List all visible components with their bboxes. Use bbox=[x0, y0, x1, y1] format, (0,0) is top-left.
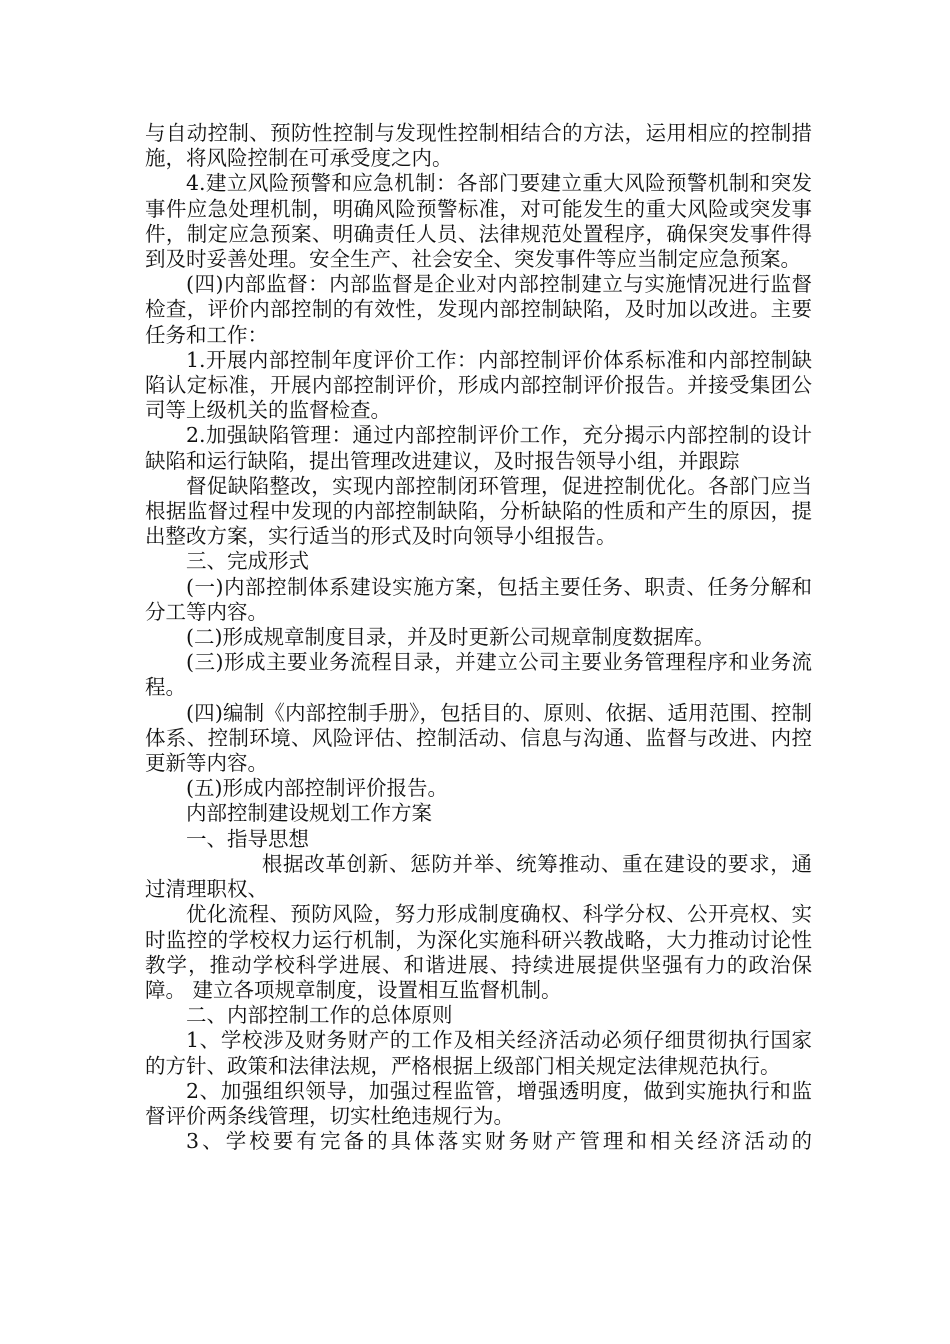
heading-guiding-thought: 一、指导思想 bbox=[186, 826, 309, 851]
section-title: 内部控制建设规划工作方案 bbox=[186, 801, 432, 826]
paragraph-internal-supervision: (四)内部监督：内部监督是企业对内部控制建立与实施情况进行监督检查，评价内部控制的有效性，发现内部控制缺陷，及时加以改进。主要任务和工作： bbox=[145, 272, 812, 347]
paragraph-annual-evaluation: 1.开展内部控制年度评价工作：内部控制评价体系标准和内部控制缺陷认定标准，开展内部控制评价，形成内部控制评价报告。并接受集团公司等上级机关的监督检查。 bbox=[145, 347, 812, 423]
list-item-1: (一)内部控制体系建设实施方案，包括主要任务、职责、任务分解和分工等内容。 bbox=[145, 574, 812, 624]
paragraph-defect-management: 2.加强缺陷管理：通过内部控制评价工作，充分揭示内部控制的设计缺陷和运行缺陷，提出管理改进建议，及时报告领导小组，并跟踪 bbox=[145, 423, 812, 473]
principle-1: 1、学校涉及财务财产的工作及相关经济活动必须仔细贯彻执行国家的方针、政策和法律法规，严格根据上级部门相关规定法律规范执行。 bbox=[145, 1028, 812, 1078]
paragraph-guiding-2: 优化流程、预防风险，努力形成制度确权、科学分权、公开亮权、实时监控的学校权力运行机制，为深化实施科研兴教战略，大力推动讨论性教学，推动学校科学进展、和谐进展、持续进展提供坚强有力的政治保障。 建立各项规章制度，设置相互监督机制。 bbox=[145, 902, 812, 1002]
paragraph-risk-warning: 4.建立风险预警和应急机制：各部门要建立重大风险预警机制和突发事件应急处理机制，明确风险预警标准，对可能发生的重大风险或突发事件，制定应急预案、明确责任人员、法律规范处置程序，确保突发事件得到及时妥善处理。安全生产、社会安全、突发事件等应当制定应急预案。 bbox=[145, 171, 812, 272]
paragraph-continuation: 与自动控制、预防性控制与发现性控制相结合的方法，运用相应的控制措施，将风险控制在可承受度之内。 bbox=[145, 121, 812, 171]
principle-2: 2、加强组织领导，加强过程监管，增强透明度，做到实施执行和监督评价两条线管理，切实杜绝违规行为。 bbox=[145, 1078, 812, 1128]
list-item-3: (三)形成主要业务流程目录，并建立公司主要业务管理程序和业务流程。 bbox=[145, 650, 812, 700]
list-item-2: (二)形成规章制度目录，并及时更新公司规章制度数据库。 bbox=[186, 625, 715, 650]
heading-completion-form: 三、完成形式 bbox=[186, 549, 309, 574]
paragraph-defect-rectification: 督促缺陷整改，实现内部控制闭环管理，促进控制优化。各部门应当根据监督过程中发现的内部控制缺陷，分析缺陷的性质和产生的原因，提出整改方案，实行适当的形式及时向领导小组报告。 bbox=[145, 473, 812, 549]
principle-3: 3、学校要有完备的具体落实财务财产管理和相关经济活动的 bbox=[186, 1129, 812, 1154]
list-item-5: (五)形成内部控制评价报告。 bbox=[186, 776, 448, 801]
list-item-4: (四)编制《内部控制手册》，包括目的、原则、依据、适用范围、控制体系、控制环境、风险评估、控制活动、信息与沟通、监督与改进、内控更新等内容。 bbox=[145, 700, 812, 776]
paragraph-guiding-1: 根据改革创新、惩防并举、统筹推动、重在建设的要求，通过清理职权、 bbox=[145, 851, 812, 902]
heading-general-principles: 二、内部控制工作的总体原则 bbox=[186, 1003, 453, 1028]
